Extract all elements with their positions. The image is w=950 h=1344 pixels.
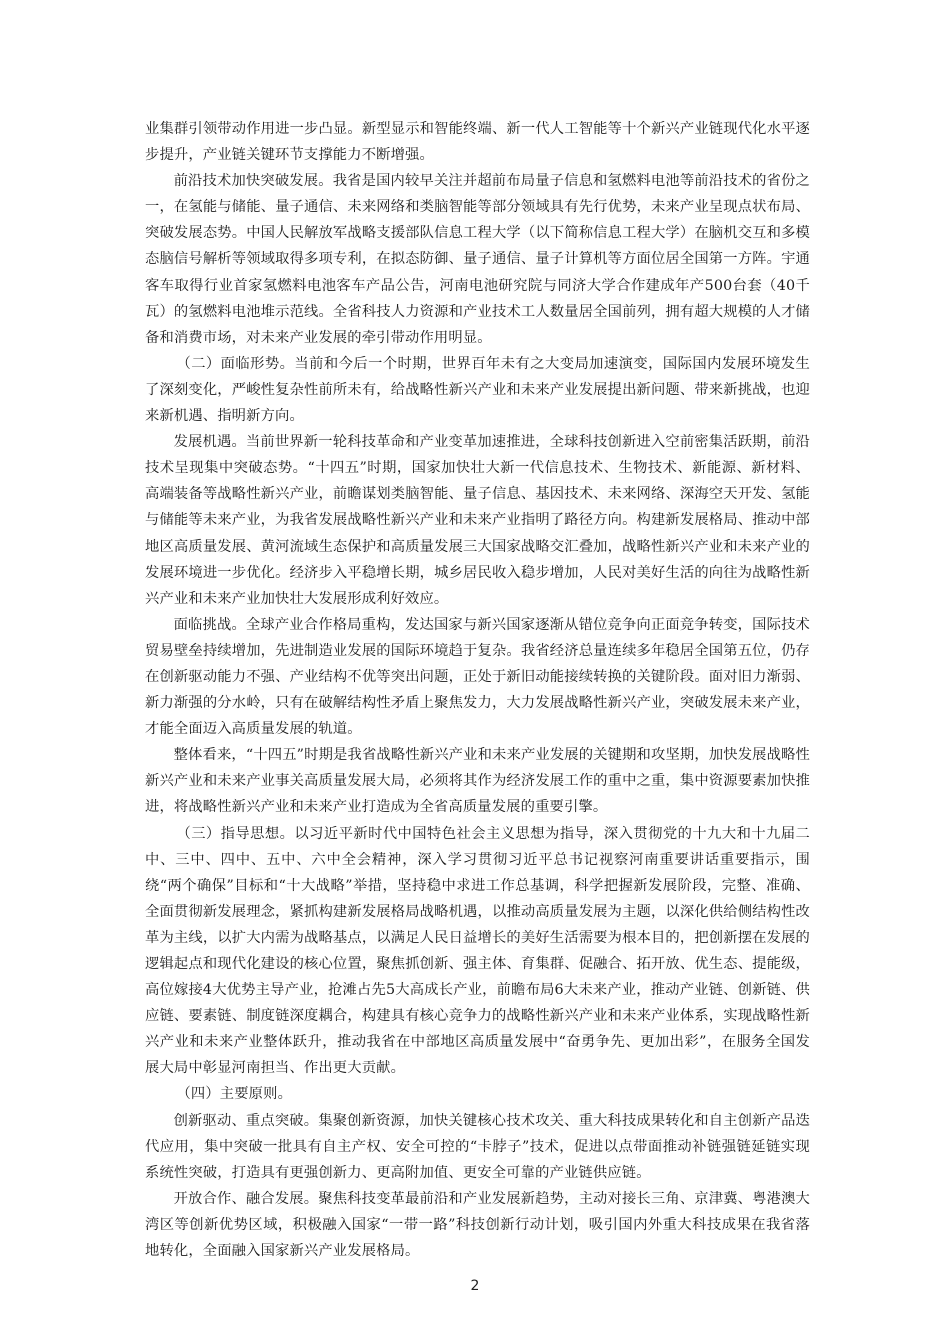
paragraph-overall-view: 整体看来，“十四五”时期是我省战略性新兴产业和未来产业发展的关键期和攻坚期，加快发展战略性新兴产业和未来产业事关高质量发展大局，必须将其作为经济发展工作的重中之重，集中资源要素加快推进，将战略性新兴产业和未来产业打造成为全省高质量发展的重要引擎。 [145,747,810,816]
page-number: 2 [470,1278,480,1294]
paragraph-continuation: 业集群引领带动作用进一步凸显。新型显示和智能终端、新一代人工智能等十个新兴产业链现代化水平逐步提升，产业链关键环节支撑能力不断增强。 [145,121,810,164]
document-page [145,116,810,1264]
paragraph-frontier-tech: 前沿技术加快突破发展。我省是国内较早关注并超前布局量子信息和氢燃料电池等前沿技术的省份之一，在氢能与储能、量子通信、未来网络和类脑智能等部分领域具有先行优势，未来产业呈现点状布局、突破发展态势。中国人民解放军战略支援部队信息工程大学（以下简称信息工程大学）在脑机交互和多模态脑信号解析等领域取得多项专利，在拟态防御、量子通信、量子计算机等方面位居全国第一方阵。宇通客车取得行业首家氢燃料电池客车产品公告，河南电池研究院与同济大学合作建成年产500台套（40千瓦）的氢燃料电池堆示范线。全省科技人力资源和产业技术工人数量居全国前列，拥有超大规模的人才储备和消费市场，对未来产业发展的牵引带动作用明显。 [145,173,810,346]
section-heading-situation: （二）面临形势。当前和今后一个时期，世界百年未有之大变局加速演变，国际国内发展环境发生了深刻变化，严峻性复杂性前所未有，给战略性新兴产业和未来产业发展提出新问题、带来新挑战，也迎来新机遇、指明新方向。 [145,355,810,425]
paragraph-open-cooperation: 开放合作、融合发展。聚焦科技变革最前沿和产业发展新趋势，主动对接长三角、京津冀、粤港澳大湾区等创新优势区域，积极融入国家“一带一路”科技创新行动计划，吸引国内外重大科技成果在我省落地转化，全面融入国家新兴产业发展格局。 [145,1190,810,1260]
section-heading-main-principles: （四）主要原则。 [176,1086,293,1103]
section-heading-guiding-ideology: （三）指导思想。以习近平新时代中国特色社会主义思想为指导，深入贯彻党的十九大和十九届二中、三中、四中、五中、六中全会精神，深入学习贯彻习近平总书记视察河南重要讲话重要指示，围绕“两个确保”目标和“十大战略”举措，坚持稳中求进工作总基调，科学把握新发展阶段，完整、准确、全面贯彻新发展理念，紧抓构建新发展格局战略机遇，以推动高质量发展为主题，以深化供给侧结构性改革为主线，以扩大内需为战略基点，以满足人民日益增长的美好生活需要为根本目的，把创新摆在发展的逻辑起点和现代化建设的核心位置，聚焦抓创新、强主体、育集群、促融合、拓开放、优生态、提能级，高位嫁接4大优势主导产业，抢滩占先5大高成长产业，前瞻布局6大未来产业，推动产业链、创新链、供应链、要素链、制度链深度耦合，构建具有核心竞争力的战略性新兴产业和未来产业体系，实现战略性新兴产业和未来产业整体跃升，推动我省在中部地区高质量发展中“奋勇争先、更加出彩”，在服务全国发展大局中彰显河南担当、作出更大贡献。 [145,825,810,1077]
paragraph-innovation-driven: 创新驱动、重点突破。集聚创新资源，加快关键核心技术攻关、重大科技成果转化和自主创新产品迭代应用，集中突破一批具有自主产权、安全可控的“卡脖子”技术，促进以点带面推动补链强链延链实现系统性突破，打造具有更强创新力、更高附加值、更安全可靠的产业链供应链。 [145,1112,810,1181]
paragraph-opportunities: 发展机遇。当前世界新一轮科技革命和产业变革加速推进，全球科技创新进入空前密集活跃期，前沿技术呈现集中突破态势。“十四五”时期，国家加快壮大新一代信息技术、生物技术、新能源、新材料、高端装备等战略性新兴产业，前瞻谋划类脑智能、量子信息、基因技术、未来网络、深海空天开发、氢能与储能等未来产业，为我省发展战略性新兴产业和未来产业指明了路径方向。构建新发展格局、推动中部地区高质量发展、黄河流域生态保护和高质量发展三大国家战略交汇叠加，战略性新兴产业和未来产业的发展环境进一步优化。经济步入平稳增长期，城乡居民收入稳步增加，人民对美好生活的向往为战略性新兴产业和未来产业加快壮大发展形成利好效应。 [145,434,810,607]
paragraph-challenges: 面临挑战。全球产业合作格局重构，发达国家与新兴国家逐渐从错位竞争向正面竞争转变，国际技术贸易壁垒持续增加，先进制造业发展的国际环境趋于复杂。我省经济总量连续多年稳居全国第五位，仍存在创新驱动能力不强、产业结构不优等突出问题，正处于新旧动能接续转换的关键阶段。面对旧力渐弱、新力渐强的分水岭，只有在破解结构性矛盾上聚焦发力，大力发展战略性新兴产业，突破发展未来产业，才能全面迈入高质量发展的轨道。 [145,616,810,738]
